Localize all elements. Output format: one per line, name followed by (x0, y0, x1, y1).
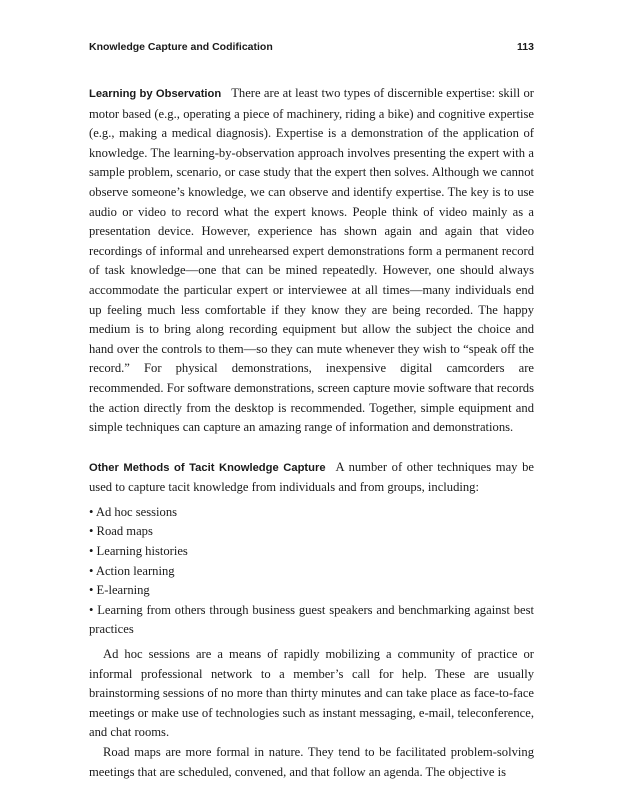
list-item: • Action learning (89, 563, 175, 578)
list-item: • Ad hoc sessions (89, 504, 178, 519)
list-item: • E-learning (89, 583, 150, 598)
road-maps-paragraph: Road maps are more formal in nature. They tend to be facilitated problem-solving meetings that are scheduled, convened, and that follow an agenda. The objective is (89, 745, 534, 779)
list-item: • Learning from others through business guest speakers and benchmarking against best practices (89, 602, 534, 637)
section-text: There are at least two types of discernible expertise: skill or motor based (e.g., operating a piece of machinery, riding a bike) and cognitive expertise (e.g., making a medical diagnosis). Expertise is a demonstration of the application of knowledge. The learning-by-observation approach involves presenting the expert with a sample problem, scenario, or case study that the expert then solves. Although we cannot observe someone’s knowledge, we can observe and identify expertise. The key is to use audio or video to record what the expert knows. People think of video mainly as a presentation device. However, experience has shown again and again that video recordings of informal and unrehearsed expert demonstrations form a permanent record of task knowledge—one that can be mined repeatedly. However, one should always accommodate the particular expert or interviewee at all times—many individuals end up feeling much less comfortable if they know they are being recorded. The happy medium is to bring along recording equipment but allow the subject the choice and hand over the controls to them—so they can mute whenever they wish to “speak off the record.” For physical demonstrations, inexpensive digital camcorders are recommended. For software demonstrations, screen capture movie software that records the action directly from the desktop is recommended. Together, simple equipment and simple techniques can capture an amazing range of information and demonstrations. (89, 86, 534, 435)
section-text: A number of other techniques may be used to capture tacit knowledge from individuals and from groups, including: (89, 459, 534, 495)
body-text (89, 84, 534, 782)
list-item: • Learning histories (89, 544, 188, 559)
learning-by-observation-paragraph (89, 84, 534, 438)
chapter-title: Knowledge Capture and Codification (89, 41, 273, 53)
section-heading-learning-by-observation: Learning by Observation (89, 88, 222, 100)
list-item: • Road maps (89, 524, 153, 539)
running-header (89, 41, 534, 53)
ad-hoc-sessions-paragraph: Ad hoc sessions are a means of rapidly mobilizing a community of practice or informal professional network to a member’s call for help. These are usually brainstorming sessions of no more than thirty minutes and can take place as face-to-face meetings or make use of technologies such as instant messaging, e-mail, teleconference, and chat rooms. (89, 647, 534, 740)
other-methods-paragraph (89, 458, 534, 498)
section-heading-other-methods: Other Methods of Tacit Knowledge Capture (89, 461, 326, 474)
methods-list (89, 503, 534, 640)
page-number: 113 (517, 41, 534, 53)
